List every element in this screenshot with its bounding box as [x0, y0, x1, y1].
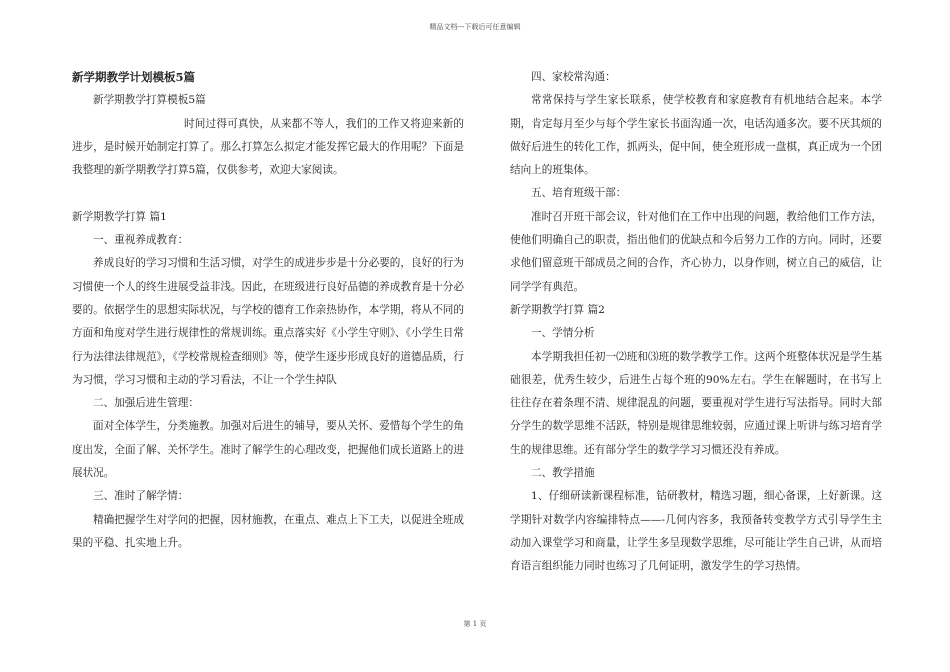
section-body: 1、仔细研读新课程标准，钻研教材，精选习题，细心备课，上好新课。这学期针对数学内容编排特点——-几何内容多，我预备转变教学方式引导学生主动加入课堂学习和商量，让学生多呈现数学思维，尽可能让学生自己讲，从而培育语言组织能力同时也练习了几何证明，激发学生的学习热情。 [510, 490, 882, 573]
section-heading: 五、培育班级干部： [531, 187, 627, 200]
plan2-title: 新学期教学打算 篇2 [510, 303, 605, 316]
section-heading: 三、准时了解学情： [93, 490, 189, 503]
document-title: 新学期教学计划模板5篇 [72, 70, 196, 84]
section-heading: 一、重视养成教育： [93, 234, 189, 247]
right-column [510, 66, 882, 579]
section-body: 面对全体学生，分类施教。加强对后进生的辅导，要从关怀、爱惜每个学生的角度出发，全面了解、关怀学生。准时了解学生的心理改变，把握他们成长道路上的进展状况。 [72, 420, 464, 480]
section-body: 养成良好的学习习惯和生活习惯，对学生的成进步步是十分必要的，良好的行为习惯使一个人的终生进展受益非浅。因此，在班级进行良好品德的养成教育是十分必要的。依据学生的思想实际状况，与学校的德育工作亲热协作，本学期，将从不同的方面和角度对学生进行规律性的常规训练。重点落实好《小学生守则》、《小学生日常行为法律法律规范》，《学校常规检查细则》等，使学生逐步形成良好的道德品质，行为习惯，学习习惯和主动的学习看法，不让一个学生掉队 [72, 257, 464, 386]
section-body: 本学期我担任初一⑵班和⑶班的数学教学工作。这两个班整体状况是学生基础很差，优秀生较少，后进生占每个班的90%左右。学生在解题时，在书写上往往存在着条理不清、规律混乱的问题，要重视对学生进行写法指导。同时大部分学生的数学思维不活跃，特别是规律思维较弱，应通过课上听讲与练习培育学生的规律思维。还有部分学生的数学学习习惯还没有养成。 [510, 350, 882, 456]
intro-paragraph: 时间过得可真快，从来都不等人，我们的工作又将迎来新的进步，是时候开始制定打算了。那么打算怎么拟定才能发挥它最大的作用呢？下面是我整理的新学期教学打算5篇，仅供参考，欢迎大家阅读。 [72, 117, 464, 177]
page-header: 精品文档---下载后可任意编辑 [429, 23, 521, 31]
section-body: 常常保持与学生家长联系，使学校教育和家庭教育有机地结合起来。本学期，肯定每月至少与每个学生家长书面沟通一次，电话沟通多次。要不厌其烦的做好后进生的转化工作，抓两头，促中间，使全班形成一盘棋，真正成为一个团结向上的班集体。 [510, 94, 882, 177]
section-body: 精确把握学生对学问的把握，因材施教，在重点、难点上下工夫，以促进全班成果的平稳、扎实地上升。 [72, 513, 464, 549]
left-column [72, 66, 464, 555]
plan1-title: 新学期教学打算 篇1 [72, 210, 167, 223]
section-body: 准时召开班干部会议，针对他们在工作中出现的问题，教给他们工作方法，使他们明确自己的职责，指出他们的优缺点和今后努力工作的方向。同时，还要求他们留意班干部成员之间的合作，齐心协力，以身作则，树立自己的威信，让同学学有典范。 [510, 210, 882, 293]
section-heading: 一、学情分析 [531, 327, 595, 340]
page-footer: 第 1 页 [463, 620, 487, 628]
section-heading: 二、加强后进生管理： [93, 397, 199, 410]
spacer [72, 182, 464, 205]
document-subtitle: 新学期教学打算模板5篇 [93, 94, 206, 107]
section-heading: 四、家校常沟通： [531, 71, 616, 83]
section-heading: 二、教学措施 [531, 467, 595, 480]
